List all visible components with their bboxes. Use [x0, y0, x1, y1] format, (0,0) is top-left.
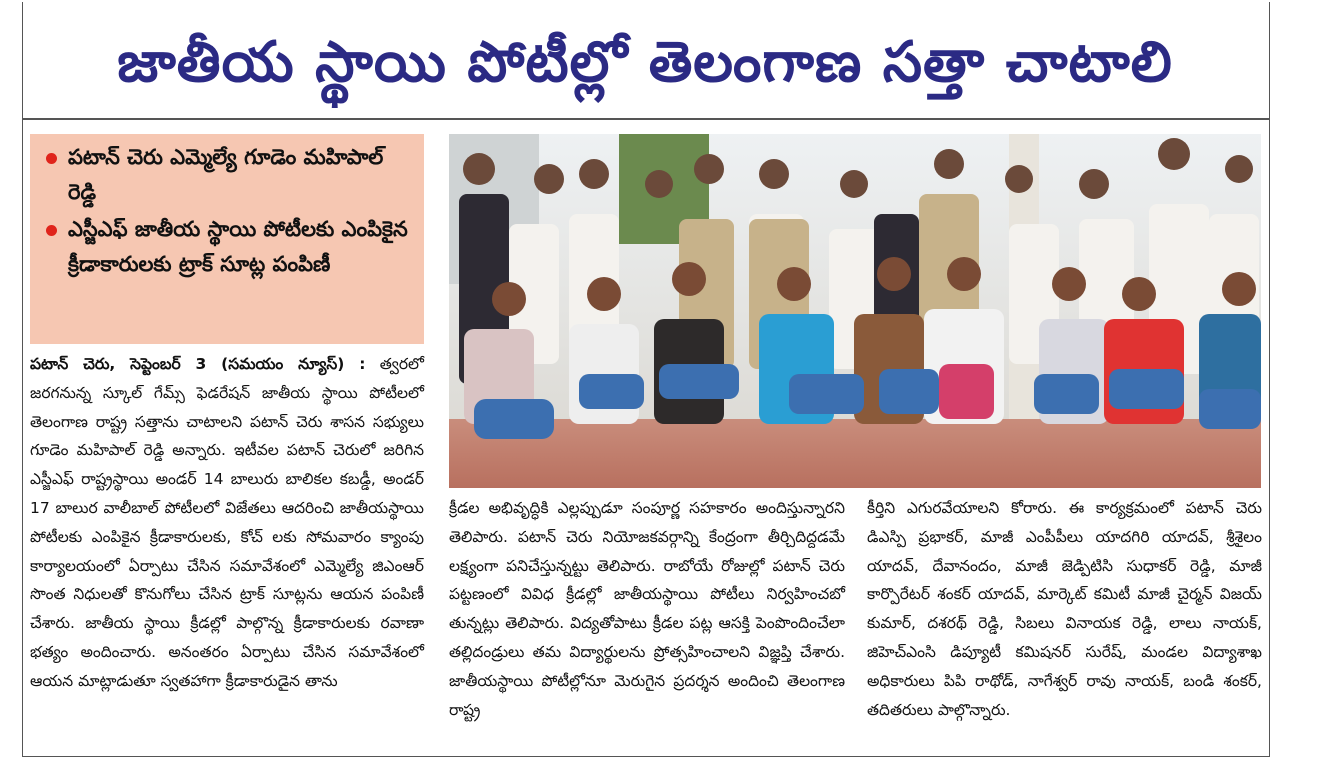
- article-column-2: క్రీడల అభివృద్ధికి ఎల్లప్పుడూ సంపూర్ణ సహకారం అందిస్తున్నారని తెలిపారు. పటాన్ చెరు నియోజకవర్గాన్ని కేంద్రంగా తీర్చిదిద్దడమే లక్ష్యంగా పనిచేస్తున్నట్టు తెలిపారు. రాబోయే రోజుల్లో పటాన్ చెరు పట్టణంలో వివిధ క్రీడల్లో జాతీయస్థాయి పోటీలు నిర్వహించబో తున్నట్లు తెలిపారు. విద్యతోపాటు క్రీడల పట్ల ఆసక్తి పెంపొందించేలా తల్లిదండ్రులు తమ విద్యార్థులను ప్రోత్సహించాలని విజ్ఞప్తి చేశారు. జాతీయస్థాయి పోటీల్లోనూ మెరుగైన ప్రదర్శన అందించి తెలంగాణ రాష్ట్ర: [449, 499, 845, 719]
- article-headline: జాతీయ స్థాయి పోటీల్లో తెలంగాణ సత్తా చాటాలి: [117, 30, 1173, 95]
- headline-divider: [22, 118, 1270, 120]
- bullet-icon: [46, 225, 57, 236]
- highlight-item: [46, 140, 412, 210]
- bullet-icon: [46, 153, 57, 164]
- highlight-text: పటాన్ చెరు ఎమ్మెల్యే గూడెం మహిపాల్ రెడ్డి: [68, 145, 384, 204]
- article-photo: [449, 134, 1261, 488]
- group-photo-image: [449, 134, 1261, 488]
- dateline: పటాన్ చెరు, సెప్టెంబర్ 3 (సమయం న్యూస్) :: [30, 355, 366, 373]
- highlights-box: [30, 134, 424, 344]
- highlight-text: ఎస్జీఎఫ్ జాతీయ స్థాయి పోటీలకు ఎంపికైన క్రీడాకారులకు ట్రాక్ సూట్ల పంపిణీ: [68, 217, 408, 276]
- column-1-text: త్వరలో జరగనున్న స్కూల్ గేమ్స్ ఫెడరేషన్ జాతీయ స్థాయి పోటీలలో తెలంగాణ రాష్ట్ర సత్తాను చాటాలని పటాన్ చెరు శాసన సభ్యులు గూడెం మహిపాల్ రెడ్డి అన్నారు. ఇటీవల పటాన్ చెరులో జరిగిన ఎస్జీఎఫ్ రాష్ట్రస్థాయి అండర్ 14 బాలురు బాలికల కబడ్డీ, అండర్ 17 బాలుర వాలీబాల్ పోటీలలో విజేతలు ఆదరించి జాతీయస్థాయి పోటీలకు ఎంపికైన క్రీడాకారులకు, కోచ్ లకు సోమవారం క్యాంపు కార్యాలయంలో ఏర్పాటు చేసిన సమావేశంలో ఎమ్మెల్యే జిఎంఆర్ సొంత నిధులతో కొనుగోలు చేసిన ట్రాక్ సూట్లను ఆయన పంపిణీ చేశారు. జాతీయ స్థాయి క్రీడల్లో పాల్గొన్న క్రీడాకారులకు రవాణా భత్యం అందించారు. అనంతరం ఏర్పాటు చేసిన సమావేశంలో ఆయన మాట్లాడుతూ స్వతహాగా క్రీడాకారుడైన తాను: [30, 355, 424, 690]
- article-column-1: [30, 350, 424, 696]
- article-column-3: కీర్తిని ఎగురవేయాలని కోరారు. ఈ కార్యక్రమంలో పటాన్ చెరు డిఎస్పి ప్రభాకర్, మాజీ ఎంపీపీలు యాదగిరి యాదవ్, శ్రీశైలం యాదవ్, దేవానందం, మాజీ జెడ్పిటిసి సుధాకర్ రెడ్డి, మాజీ కార్పొరేటర్ శంకర్ యాదవ్, మార్కెట్ కమిటీ మాజీ చైర్మన్ విజయ్ కుమార్, దశరథ్ రెడ్డి, సిబలు వినాయక రెడ్డి, లాలు నాయక్, జిహెచ్ఎంసి డిప్యూటీ కమిషనర్ సురేష్, మండల విద్యాశాఖ అధికారులు పిపి రాథోడ్, నాగేశ్వర్ రావు నాయక్, బండి శంకర్, తదితరులు పాల్గొన్నారు.: [867, 499, 1262, 719]
- highlight-item: [46, 212, 412, 282]
